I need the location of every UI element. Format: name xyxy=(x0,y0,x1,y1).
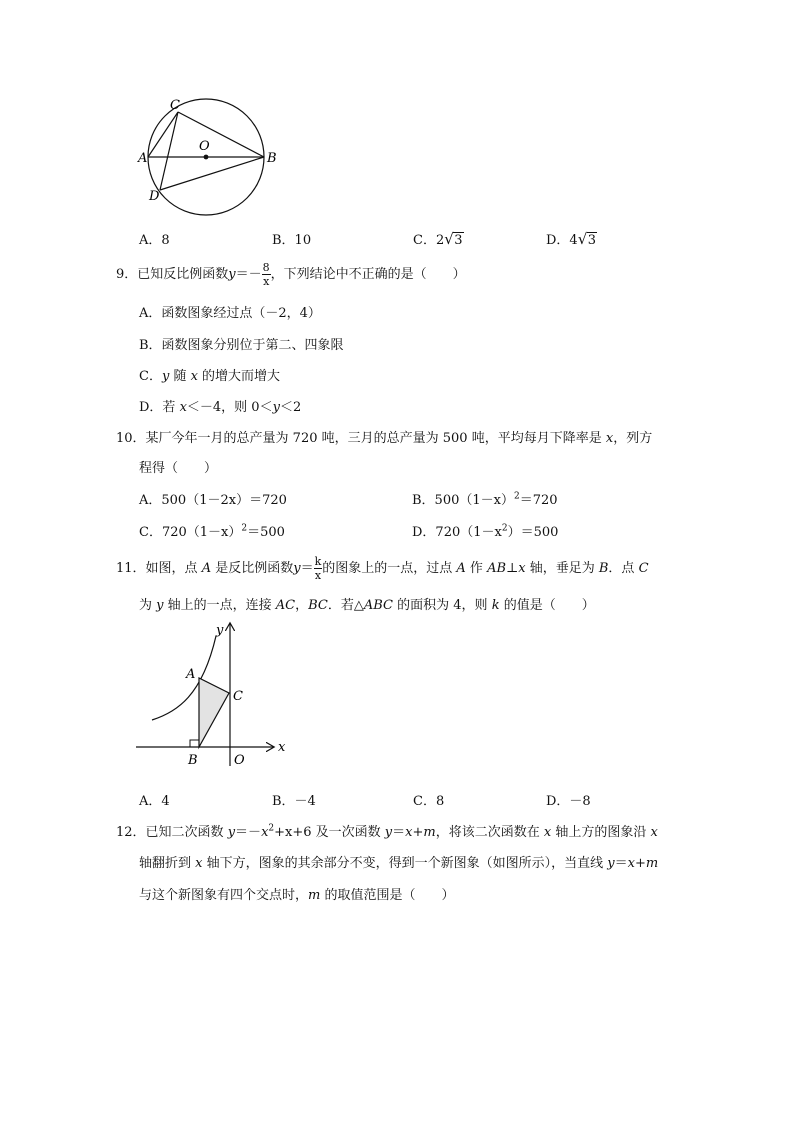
q12-stem-line1 xyxy=(116,821,658,840)
q8-option-d[interactable] xyxy=(546,229,597,248)
var: ABC xyxy=(363,598,394,613)
q12-stem-line2 xyxy=(139,852,658,871)
q9-stem-tail: ，下列结论中不正确的是（ ） xyxy=(270,267,466,282)
label-o: O xyxy=(234,753,245,768)
t: 的取值范围是（ ） xyxy=(320,888,455,903)
q10-d-sup: 2 xyxy=(501,523,508,534)
q11-frac-num: k xyxy=(314,555,322,568)
t: 的值是（ ） xyxy=(499,598,595,613)
q8-option-d-radicand: 3 xyxy=(587,233,596,248)
q10-c-sup: 2 xyxy=(241,523,248,534)
q10-option-d[interactable] xyxy=(412,521,558,540)
t: ＝ xyxy=(392,825,406,840)
t: ＝－ xyxy=(235,825,262,840)
t: 轴上方的图象沿 xyxy=(551,825,651,840)
var: A xyxy=(201,561,212,576)
triangle-abc xyxy=(199,678,229,747)
q9-number: 9． xyxy=(116,267,138,282)
q9-c-end: 的增大而增大 xyxy=(197,369,281,384)
var: x xyxy=(518,561,526,576)
label-b: B xyxy=(188,753,198,768)
var: x xyxy=(543,825,552,840)
t: ， xyxy=(295,598,309,613)
q11-option-d[interactable]: D．－8 xyxy=(546,794,591,809)
q9-c-prefix: C． xyxy=(139,369,162,384)
var: k xyxy=(491,598,500,613)
q12-number: 12． xyxy=(116,825,146,840)
var: y xyxy=(227,825,236,840)
q10-d-main: D．720（1－x xyxy=(412,525,502,540)
q8-option-b[interactable]: B．10 xyxy=(272,233,312,248)
q9-stem-text: 已知反比例函数 xyxy=(137,267,229,282)
var: x xyxy=(650,825,658,840)
q10-stem-line1-tail: ，列方 xyxy=(613,431,653,446)
q11-option-b[interactable]: B．－4 xyxy=(272,794,316,809)
q9-option-a[interactable]: A．函数图象经过点（－2，4） xyxy=(139,306,321,321)
var: AC xyxy=(275,598,296,613)
q10-number: 10． xyxy=(116,431,146,446)
sqrt-symbol: √ 3 xyxy=(444,230,463,248)
q9-fraction xyxy=(262,262,271,287)
q10-b-main: B．500（1－x） xyxy=(412,493,514,508)
q11-option-c[interactable]: C．8 xyxy=(413,794,445,809)
q9-d-end: ＜2 xyxy=(279,400,302,415)
q9-option-c[interactable] xyxy=(139,365,280,384)
q9-stem xyxy=(116,262,466,287)
q11-stem-line2 xyxy=(139,594,595,613)
t: ＝ xyxy=(300,561,314,576)
q9-d-mid: ＜－4，则 0＜ xyxy=(186,400,273,415)
q9-option-b[interactable]: B．函数图象分别位于第二、四象限 xyxy=(139,338,344,353)
q9-d-prefix: D．若 xyxy=(139,400,180,415)
t: 轴上的一点，连接 xyxy=(163,598,276,613)
q9-d-var-x: x xyxy=(179,400,187,415)
var: x xyxy=(261,825,269,840)
var: x+m xyxy=(405,825,436,840)
q8-option-a[interactable]: A．8 xyxy=(139,233,170,248)
label-b: B xyxy=(267,151,277,166)
t: 轴下方，图象的其余部分不变，得到一个新图象（如图所示），当直线 xyxy=(202,856,608,871)
hyperbola-figure xyxy=(132,620,292,770)
var: y xyxy=(384,825,393,840)
label-c: C xyxy=(170,98,180,113)
q9-c-var-y: y xyxy=(161,369,170,384)
label-d: D xyxy=(149,189,160,204)
q12-stem-line3 xyxy=(139,884,454,903)
q9-frac-num: 8 xyxy=(262,261,270,274)
q8-option-d-prefix: D．4 xyxy=(546,233,578,248)
q10-d-end: ）＝500 xyxy=(507,525,559,540)
right-angle-mark xyxy=(190,740,199,747)
q11-option-a[interactable]: A．4 xyxy=(139,794,170,809)
var: B xyxy=(598,561,609,576)
segment-cd xyxy=(160,112,178,190)
t: ．点 xyxy=(608,561,639,576)
t: ，将该二次函数在 xyxy=(435,825,544,840)
segment-db xyxy=(160,157,264,190)
q8-option-c-radicand: 3 xyxy=(454,233,463,248)
var: y xyxy=(293,561,301,576)
q11-number: 11． xyxy=(116,561,146,576)
t: 轴翻折到 xyxy=(139,856,196,871)
t: 作 xyxy=(465,561,488,576)
var: y xyxy=(156,598,164,613)
q10-b-end: ＝720 xyxy=(519,493,558,508)
circle-figure xyxy=(130,96,290,220)
segment-cb xyxy=(178,112,264,157)
var: A xyxy=(456,561,466,576)
label-x: x xyxy=(278,740,286,755)
t: 与这个新图象有四个交点时， xyxy=(139,888,309,903)
q10-stem xyxy=(116,427,652,446)
q9-d-var-y: y xyxy=(272,400,280,415)
q8-option-c-prefix: C．2 xyxy=(413,233,445,248)
q8-option-c[interactable] xyxy=(413,229,464,248)
t: +x+6 及一次函数 xyxy=(274,825,385,840)
q9-frac-den: x xyxy=(263,275,270,288)
label-y: y xyxy=(216,623,224,638)
q10-stem-line2: 程得（ ） xyxy=(139,461,218,476)
var: x xyxy=(195,856,203,871)
t: 的图象上的一点，过点 xyxy=(322,561,457,576)
q9-c-mid: 随 xyxy=(169,369,191,384)
q10-option-a[interactable]: A．500（1－2x）＝720 xyxy=(139,493,287,508)
q9-equals: ＝－ xyxy=(235,267,262,282)
q11-frac-den: x xyxy=(314,569,322,582)
q9-var-y: y xyxy=(228,267,236,282)
q10-stem-line1: 某厂今年一月的总产量为 720 吨，三月的总产量为 500 吨，平均每月下降率是 xyxy=(145,431,606,446)
label-a: A xyxy=(186,667,196,682)
t: ．若△ xyxy=(327,598,364,613)
var: m xyxy=(308,888,321,903)
var: C xyxy=(638,561,649,576)
t: ⊥ xyxy=(506,561,519,576)
q10-var-x: x xyxy=(605,431,614,446)
t: 已知二次函数 xyxy=(145,825,228,840)
t: 是反比例函数 xyxy=(211,561,294,576)
t: 轴，垂足为 xyxy=(525,561,599,576)
var: AB xyxy=(487,561,507,576)
q10-option-c[interactable] xyxy=(139,521,285,540)
label-c: C xyxy=(233,689,243,704)
sqrt-symbol: √ 3 xyxy=(577,230,596,248)
center-point-o xyxy=(204,155,209,160)
t: 为 xyxy=(139,598,157,613)
q10-b-sup: 2 xyxy=(513,491,520,502)
q11-stem-line1 xyxy=(116,556,649,581)
t: 的面积为 4，则 xyxy=(393,598,492,613)
t: 如图，点 xyxy=(145,561,202,576)
q10-option-b[interactable] xyxy=(412,489,558,508)
q10-c-main: C．720（1－x） xyxy=(139,525,242,540)
label-o: O xyxy=(199,139,210,154)
q9-c-var-x: x xyxy=(190,369,198,384)
var: y xyxy=(607,856,615,871)
t: ＝ xyxy=(614,856,628,871)
q9-option-d[interactable] xyxy=(139,396,301,415)
q11-fraction xyxy=(314,556,323,581)
var: BC xyxy=(308,598,328,613)
var: x+m xyxy=(627,856,659,871)
sup: 2 xyxy=(268,823,275,834)
q10-c-end: ＝500 xyxy=(247,525,285,540)
label-a: A xyxy=(138,151,148,166)
